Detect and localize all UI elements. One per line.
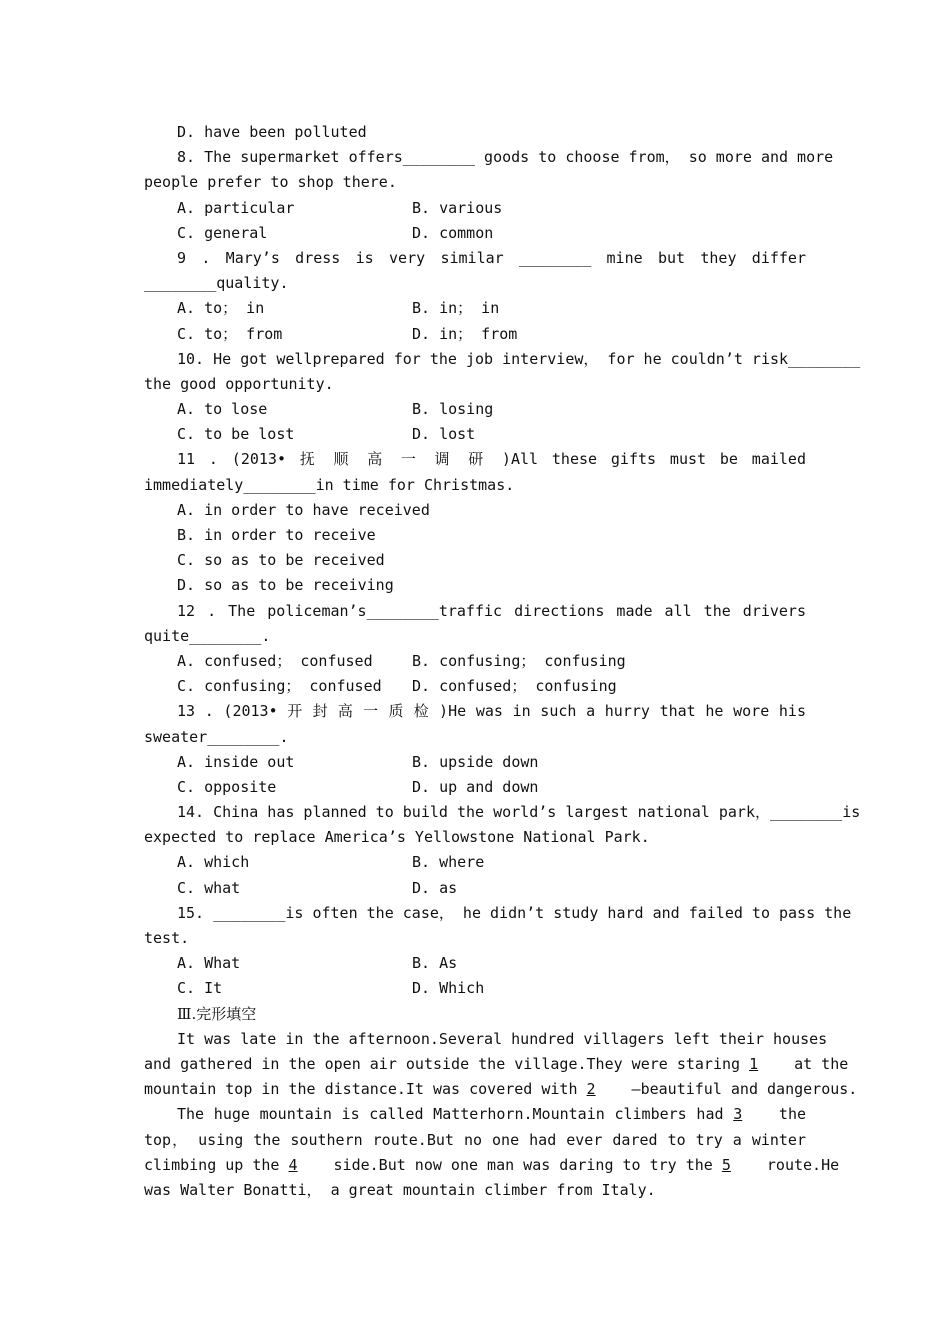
q9-stem-line2: ________quality.: [144, 274, 289, 293]
cloze-text: climbing up the: [144, 1155, 280, 1174]
cloze-blank-3: 3: [733, 1105, 743, 1124]
q9-option-b: B. in； in: [412, 299, 500, 318]
q9-option-d: D. in； from: [412, 324, 518, 343]
q8-option-a: A. particular: [177, 198, 295, 217]
q12-stem-line2: quite________.: [144, 626, 271, 645]
q13-option-b: B. upside down: [412, 752, 539, 771]
q8-option-b: B. various: [412, 198, 503, 217]
q15-option-a: A. What: [177, 954, 241, 973]
q11-option-d: D. so as to be receiving: [177, 576, 394, 595]
q10-options-row1: [144, 397, 806, 422]
section-heading-cloze: Ⅲ.完形填空: [177, 1004, 257, 1023]
q12-options-row1: [144, 649, 806, 674]
q12-option-c: C. confusing； confused: [177, 677, 382, 696]
cloze-text: and gathered in the open air outside the village.They were staring: [144, 1054, 741, 1073]
q9-options-row2: [144, 322, 806, 347]
cloze-p1-line2: [144, 1052, 849, 1077]
cloze-text: The huge mountain is called Matterhorn.Mountain climbers had: [177, 1105, 724, 1124]
q14-stem-line1: 14. China has planned to build the world’s largest national park，________is: [177, 803, 861, 822]
q12-option-a: A. confused； confused: [177, 651, 373, 670]
cloze-p2-line4: was Walter Bonatti， a great mountain climber from Italy.: [144, 1180, 656, 1199]
cloze-text: at the: [794, 1054, 849, 1073]
q11-stem-line1: 11 . (2013• 抚 顺 高 一 调 研 )All these gifts must be mailed: [177, 450, 806, 469]
q8-option-d: D. common: [412, 223, 494, 242]
q9-options-row1: [144, 296, 806, 321]
cloze-p1-line1: It was late in the afternoon.Several hundred villagers left their houses: [177, 1029, 828, 1048]
q10-option-a: A. to lose: [177, 400, 268, 419]
q13-option-d: D. up and down: [412, 777, 539, 796]
cloze-blank-1: 1: [749, 1054, 759, 1073]
q14-option-c: C. what: [177, 878, 241, 897]
q15-option-d: D. Which: [412, 979, 485, 998]
cloze-p2-line3: [144, 1153, 840, 1178]
q10-option-d: D. lost: [412, 425, 476, 444]
q9-option-a: A. to； in: [177, 299, 265, 318]
cloze-p2-line2: top， using the southern route.But no one had ever dared to try a winter: [144, 1130, 806, 1149]
cloze-blank-5: 5: [721, 1155, 731, 1174]
q13-option-a: A. inside out: [177, 752, 295, 771]
q14-option-d: D. as: [412, 878, 458, 897]
q12-option-b: B. confusing； confusing: [412, 651, 626, 670]
q15-option-c: C. It: [177, 979, 223, 998]
cloze-text: the: [778, 1105, 807, 1124]
cloze-p2-line1: [144, 1102, 806, 1127]
cloze-text: mountain top in the distance.It was covered with: [144, 1080, 578, 1099]
q12-options-row2: [144, 674, 806, 699]
cloze-text: —beautiful and dangerous.: [631, 1080, 858, 1099]
q15-stem-line2: test.: [144, 929, 190, 947]
q10-option-b: B. losing: [412, 400, 494, 419]
q10-option-c: C. to be lost: [177, 425, 295, 444]
q8-option-c: C. general: [177, 223, 268, 242]
q11-option-a: A. in order to have received: [177, 500, 430, 519]
q13-stem-line2: sweater________.: [144, 727, 289, 746]
q8-stem-line2: people prefer to shop there.: [144, 173, 397, 192]
cloze-text: side.But now one man was daring to try the: [333, 1155, 713, 1174]
cloze-blank-4: 4: [288, 1155, 298, 1174]
q9-stem-line1: 9 . Mary’s dress is very similar ________ mine but they differ: [177, 248, 806, 267]
q11-option-c: C. so as to be received: [177, 551, 385, 570]
q10-options-row2: [144, 422, 806, 447]
q13-stem-line1: 13 . (2013• 开 封 高 一 质 检 )He was in such a hurry that he wore his: [177, 702, 806, 721]
q9-option-c: C. to； from: [177, 324, 283, 343]
q7-option-d: D. have been polluted: [177, 123, 367, 141]
cloze-p1-line3: [144, 1077, 858, 1102]
cloze-text: route.He: [766, 1155, 840, 1174]
q8-options-row2: [144, 221, 806, 246]
q12-option-d: D. confused； confusing: [412, 677, 617, 696]
q10-stem-line2: the good opportunity.: [144, 374, 334, 393]
q8-stem-line1: 8. The supermarket offers________ goods to choose from， so more and more: [177, 148, 834, 167]
q15-stem-line1: 15. ________is often the case， he didn’t study hard and failed to pass the: [177, 903, 852, 922]
q14-options-row2: [144, 876, 806, 901]
q13-options-row2: [144, 775, 806, 800]
q15-option-b: B. As: [412, 954, 458, 973]
q15-options-row2: [144, 976, 806, 1001]
q8-options-row1: [144, 196, 806, 221]
q15-options-row1: [144, 951, 806, 976]
document-page: [144, 120, 861, 1203]
q14-stem-line2: expected to replace America’s Yellowstone National Park.: [144, 828, 650, 847]
q10-stem-line1: 10. He got wellprepared for the job interview， for he couldn’t risk________: [177, 349, 861, 368]
q11-stem-line2: immediately________in time for Christmas.: [144, 475, 515, 494]
cloze-blank-2: 2: [586, 1080, 596, 1099]
q13-option-c: C. opposite: [177, 777, 277, 796]
q14-options-row1: [144, 850, 806, 875]
q12-stem-line1: 12 . The policeman’s________traffic directions made all the drivers: [177, 601, 806, 620]
q14-option-b: B. where: [412, 853, 485, 872]
q11-option-b: B. in order to receive: [177, 526, 376, 544]
q14-option-a: A. which: [177, 853, 250, 872]
q13-options-row1: [144, 750, 806, 775]
